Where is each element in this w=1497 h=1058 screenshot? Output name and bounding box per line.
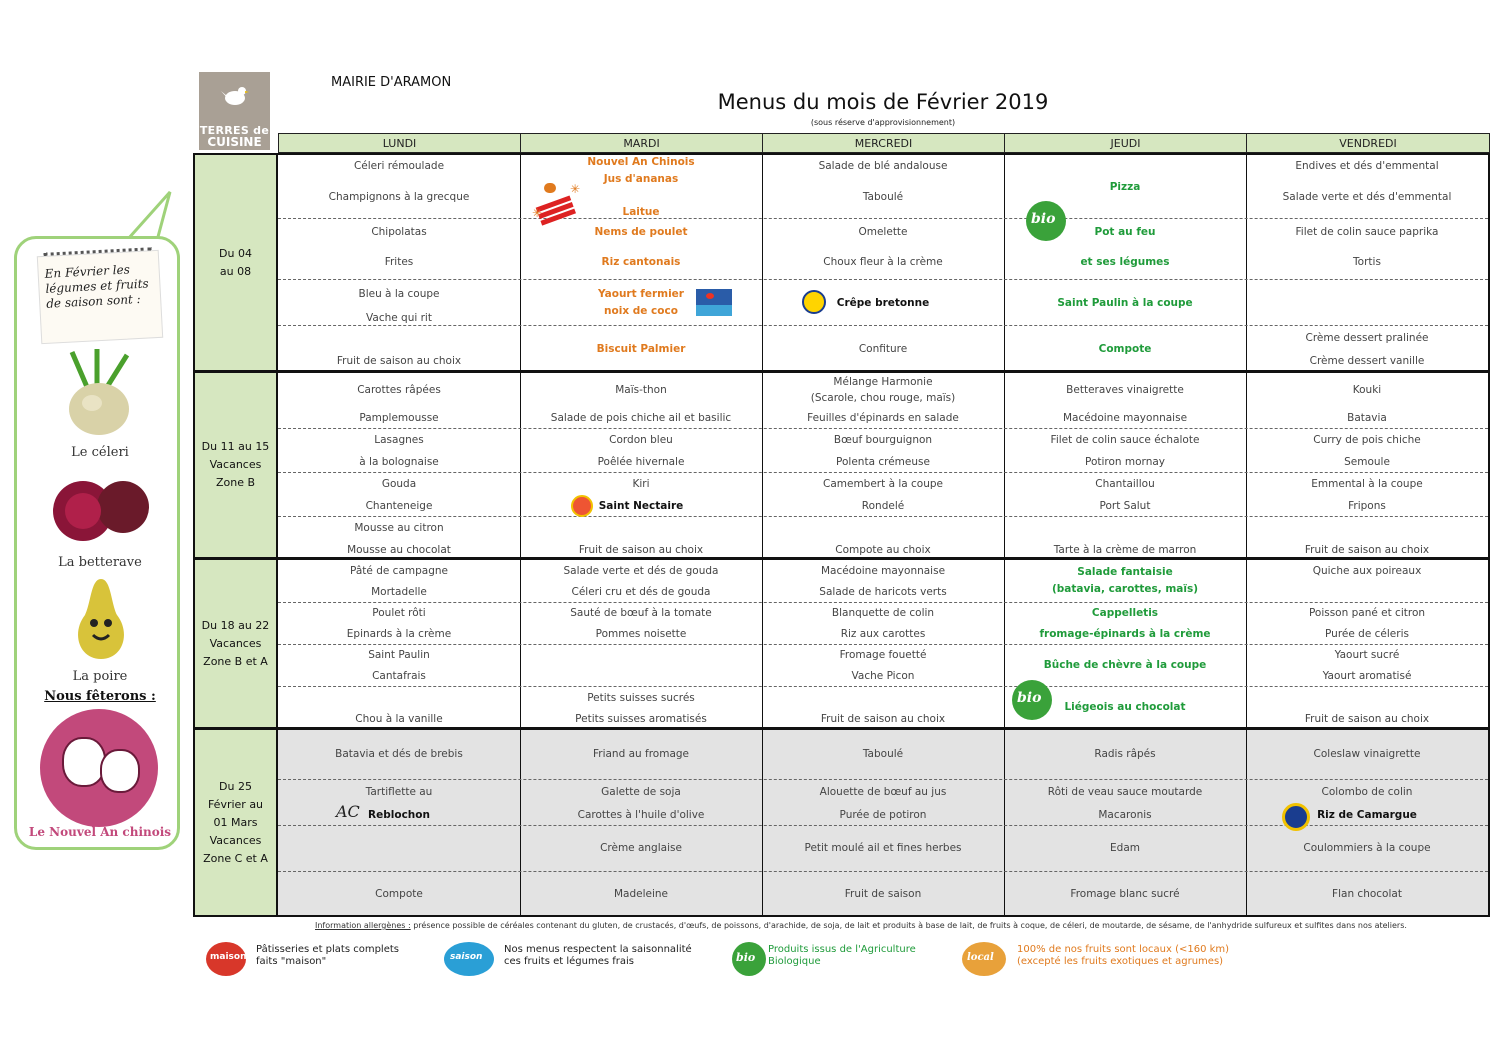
menu-item: Céleri rémoulade bbox=[353, 160, 445, 172]
week-label-1: Du 04 au 08 bbox=[193, 153, 278, 372]
menu-item: Choux fleur à la crème bbox=[823, 256, 943, 268]
menu-item: Pot au feu bbox=[1094, 226, 1156, 238]
menu-item: Mortadelle bbox=[371, 586, 427, 598]
menu-item: Mousse au chocolat bbox=[347, 544, 451, 556]
menu-item: Riz cantonais bbox=[601, 256, 681, 268]
menu-item: Saint Paulin bbox=[368, 649, 430, 661]
menu-item: Fromage blanc sucré bbox=[1070, 888, 1180, 900]
menu-item: Taboulé bbox=[862, 748, 904, 760]
menu-item: Filet de colin sauce paprika bbox=[1295, 226, 1439, 238]
menu-item: Riz aux carottes bbox=[840, 628, 926, 640]
week-2-block bbox=[278, 371, 1490, 559]
menu-item: Frites bbox=[384, 256, 414, 268]
menu-item: Fruit de saison au choix bbox=[578, 544, 704, 556]
menu-item: Nouvel An Chinois bbox=[587, 156, 695, 168]
svg-text:✳: ✳ bbox=[570, 182, 581, 196]
bio-icon: bio bbox=[732, 942, 766, 976]
betterave-label: La betterave bbox=[58, 555, 142, 570]
menu-item: Purée de potiron bbox=[839, 809, 927, 821]
beetroot-icon bbox=[45, 467, 157, 547]
menu-item: Madeleine bbox=[613, 888, 669, 900]
menu-item: Bleu à la coupe bbox=[358, 288, 440, 300]
menu-item: Sauté de bœuf à la tomate bbox=[570, 607, 712, 619]
pear-icon bbox=[61, 573, 141, 663]
day-header-vendredi: VENDREDI bbox=[1246, 133, 1490, 153]
week-1-block bbox=[278, 153, 1490, 372]
calendar-board bbox=[37, 250, 163, 344]
menu-item: Céleri cru et dés de gouda bbox=[571, 586, 711, 598]
menu-item: Maïs-thon bbox=[615, 384, 667, 396]
menu-item: Quiche aux poireaux bbox=[1312, 565, 1422, 577]
menu-item: Pâté de campagne bbox=[350, 565, 448, 577]
menu-item: Compote bbox=[1098, 343, 1152, 355]
day-header-mercredi: MERCREDI bbox=[762, 133, 1005, 153]
menu-item: Fruit de saison bbox=[844, 888, 922, 900]
menu-item: (batavia, carottes, maïs) bbox=[1051, 583, 1199, 595]
menu-item: Kouki bbox=[1352, 384, 1382, 396]
chinese-lantern-icon bbox=[40, 709, 158, 827]
legend-local: 100% de nos fruits sont locaux (<160 km) (excepté les fruits exotiques et agrumes) bbox=[1017, 944, 1230, 967]
menu-item: Pommes noisette bbox=[595, 628, 687, 640]
menu-item: Curry de pois chiche bbox=[1313, 434, 1421, 446]
aoc-icon: AC bbox=[336, 802, 360, 821]
bird-icon bbox=[221, 82, 249, 110]
menu-item: et ses légumes bbox=[1080, 256, 1170, 268]
menu-item: fromage-épinards à la crème bbox=[1039, 628, 1211, 640]
menu-item: Mousse au citron bbox=[354, 522, 444, 534]
board-text: En Février les légumes et fruits de saison sont : bbox=[44, 262, 149, 311]
menu-item: Coleslaw vinaigrette bbox=[1313, 748, 1421, 760]
allergen-note bbox=[315, 921, 1407, 930]
menu-item: Petits suisses sucrés bbox=[587, 692, 695, 704]
menu-item: Polenta crémeuse bbox=[836, 456, 930, 468]
menu-item: Poulet rôti bbox=[372, 607, 426, 619]
menu-item: Salade de blé andalouse bbox=[818, 160, 948, 172]
page-title: Menus du mois de Février 2019 bbox=[717, 90, 1049, 114]
menu-item: Laitue bbox=[622, 206, 660, 218]
menu-item: Galette de soja bbox=[601, 786, 681, 798]
menu-item: Jus d'ananas bbox=[603, 173, 679, 185]
menu-item: Potiron mornay bbox=[1084, 456, 1165, 468]
menu-item: Biscuit Palmier bbox=[596, 343, 686, 355]
allergen-label: Information allergènes : bbox=[315, 921, 411, 930]
menu-item: Crème dessert vanille bbox=[1309, 355, 1425, 367]
menu-item: Compote au choix bbox=[835, 544, 931, 556]
menu-item: Fruit de saison au choix bbox=[1304, 544, 1430, 556]
menu-item: Port Salut bbox=[1099, 500, 1151, 512]
celery-icon bbox=[47, 347, 147, 439]
menu-item: Rondelé bbox=[861, 500, 905, 512]
menu-item: Cappelletis bbox=[1091, 607, 1159, 619]
menu-item: Pamplemousse bbox=[359, 412, 439, 424]
bio-icon: bio bbox=[1012, 680, 1052, 720]
week-label-3: Du 18 au 22 Vacances Zone B et A bbox=[193, 558, 278, 729]
menu-item: Cordon bleu bbox=[609, 434, 673, 446]
menu-item: Bûche de chèvre à la coupe bbox=[1043, 659, 1207, 671]
menu-item: Poisson pané et citron bbox=[1308, 607, 1426, 619]
menu-item: Yaourt aromatisé bbox=[1322, 670, 1412, 682]
menu-item: Crème anglaise bbox=[600, 842, 682, 854]
menu-item: Bœuf bourguignon bbox=[833, 434, 933, 446]
legend-maison: Pâtisseries et plats complets faits "maison" bbox=[256, 944, 399, 967]
feterons-label: Nous fêterons : bbox=[44, 689, 156, 704]
logo-line1: TERRES de bbox=[199, 124, 270, 137]
fermier-label-icon bbox=[696, 289, 732, 316]
menu-item: noix de coco bbox=[604, 305, 678, 317]
menu-item: Fruit de saison au choix bbox=[336, 355, 462, 367]
menu-item: Emmental à la coupe bbox=[1311, 478, 1423, 490]
menu-item: Kiri bbox=[632, 478, 650, 490]
menu-item: Cantafrais bbox=[372, 670, 426, 682]
menu-item: Radis râpés bbox=[1094, 748, 1156, 760]
saison-icon: saison bbox=[444, 942, 494, 976]
allergen-text: présence possible de céréales contenant du gluten, de crustacés, d'œufs, de poissons, d'arachide, de soja, de lait et produits à base de lait, de fruits à coque, de céleri, de moutarde, de sésame, de l'anhydride sulfureux et sulfites dans nos ateliers. bbox=[410, 921, 1407, 930]
menu-item: Yaourt fermier bbox=[598, 288, 684, 300]
menu-item: Champignons à la grecque bbox=[328, 191, 470, 203]
logo-line2: CUISINE bbox=[207, 135, 262, 149]
menu-item: Mélange Harmonie bbox=[833, 376, 933, 388]
menu-item: Gouda bbox=[381, 478, 417, 490]
poire-label: La poire bbox=[72, 669, 128, 684]
legend-bio: Produits issus de l'Agriculture Biologique bbox=[768, 944, 916, 967]
menu-item: Batavia bbox=[1347, 412, 1387, 424]
menu-item: Feuilles d'épinards en salade bbox=[807, 412, 959, 424]
menu-item: Liégeois au chocolat bbox=[1064, 701, 1186, 713]
menu-item: Camembert à la coupe bbox=[822, 478, 944, 490]
menu-item: Flan chocolat bbox=[1332, 888, 1402, 900]
menu-item: Crêpe bretonne bbox=[836, 297, 930, 309]
menu-item: Chipolatas bbox=[371, 226, 427, 238]
maison-icon: maison bbox=[206, 942, 246, 976]
bio-icon: bio bbox=[1026, 201, 1066, 241]
menu-item: Reblochon bbox=[368, 809, 430, 821]
menu-item: Salade verte et dés de gouda bbox=[563, 565, 719, 577]
menu-item: Confiture bbox=[858, 343, 908, 355]
menu-item: Nems de poulet bbox=[594, 226, 688, 238]
menu-item: Macédoine mayonnaise bbox=[820, 565, 946, 577]
page-subtitle: (sous réserve d'approvisionnement) bbox=[810, 118, 956, 127]
menu-item: Salade de pois chiche ail et basilic bbox=[550, 412, 732, 424]
menu-item: Alouette de bœuf au jus bbox=[819, 786, 947, 798]
menu-item: Batavia et dés de brebis bbox=[335, 748, 463, 760]
menu-item: Purée de céleris bbox=[1325, 628, 1409, 640]
menu-item: Macédoine mayonnaise bbox=[1062, 412, 1188, 424]
menu-item: Epinards à la crème bbox=[346, 628, 452, 640]
menu-item: Petit moulé ail et fines herbes bbox=[804, 842, 962, 854]
menu-item: (Scarole, chou rouge, maïs) bbox=[810, 392, 956, 404]
menu-item: Crème dessert pralinée bbox=[1305, 332, 1429, 344]
menu-item: Poêlée hivernale bbox=[597, 456, 685, 468]
menu-item: Tortis bbox=[1353, 256, 1381, 268]
menu-item: Macaronis bbox=[1098, 809, 1152, 821]
menu-item: Rôti de veau sauce moutarde bbox=[1047, 786, 1203, 798]
menu-item: Vache Picon bbox=[851, 670, 915, 682]
day-header-jeudi: JEUDI bbox=[1004, 133, 1247, 153]
menu-item: Filet de colin sauce échalote bbox=[1050, 434, 1200, 446]
menu-item: Saint Paulin à la coupe bbox=[1057, 297, 1193, 309]
mairie-label: MAIRIE D'ARAMON bbox=[331, 75, 452, 90]
menu-item: Riz de Camargue bbox=[1317, 809, 1417, 821]
celeri-label: Le céleri bbox=[71, 445, 129, 460]
week-4-block bbox=[278, 728, 1490, 917]
spiral-icon bbox=[44, 247, 152, 262]
menu-item: Fruit de saison au choix bbox=[1304, 713, 1430, 725]
menu-item: Tarte à la crème de marron bbox=[1053, 544, 1197, 556]
menu-item: Compote bbox=[375, 888, 423, 900]
menu-item: Chantaillou bbox=[1095, 478, 1155, 490]
terres-de-cuisine-logo bbox=[199, 72, 270, 150]
menu-item: Fripons bbox=[1348, 500, 1386, 512]
menu-item: Fruit de saison au choix bbox=[820, 713, 946, 725]
seasonal-sidebar bbox=[14, 236, 180, 850]
menu-item: Salade fantaisie bbox=[1077, 566, 1173, 578]
legend-saison: Nos menus respectent la saisonnalité ces fruits et légumes frais bbox=[504, 944, 692, 967]
day-header-mardi: MARDI bbox=[520, 133, 763, 153]
svg-text:✳: ✳ bbox=[532, 206, 543, 220]
nouvel-an-label: Le Nouvel An chinois bbox=[28, 825, 172, 839]
menu-item: Taboulé bbox=[862, 191, 904, 203]
menu-item: Omelette bbox=[858, 226, 908, 238]
week-3-block bbox=[278, 558, 1490, 729]
menu-item: Pizza bbox=[1109, 181, 1141, 193]
menu-item: Coulommiers à la coupe bbox=[1303, 842, 1431, 854]
menu-item: Fromage fouetté bbox=[839, 649, 927, 661]
menu-item: Friand au fromage bbox=[592, 748, 690, 760]
menu-item: Tartiflette au bbox=[365, 786, 433, 798]
menu-item: Petits suisses aromatisés bbox=[575, 713, 707, 725]
menu-item: Chou à la vanille bbox=[355, 713, 443, 725]
menu-item: Lasagnes bbox=[374, 434, 424, 446]
menu-item: Carottes râpées bbox=[357, 384, 441, 396]
menu-item: Yaourt sucré bbox=[1334, 649, 1400, 661]
menu-item: Carottes à l'huile d'olive bbox=[577, 809, 705, 821]
day-header-lundi: LUNDI bbox=[278, 133, 521, 153]
week-label-2: Du 11 au 15 Vacances Zone B bbox=[193, 371, 278, 559]
local-icon: local bbox=[962, 942, 1006, 976]
week-label-4: Du 25 Février au 01 Mars Vacances Zone C et A bbox=[193, 728, 278, 917]
menu-item: Vache qui rit bbox=[366, 312, 432, 324]
menu-item: Chanteneige bbox=[365, 500, 433, 512]
menu-item: Semoule bbox=[1344, 456, 1390, 468]
menu-item: Edam bbox=[1110, 842, 1140, 854]
menu-item: Endives et dés d'emmental bbox=[1295, 160, 1439, 172]
menu-item: Salade de haricots verts bbox=[819, 586, 947, 598]
menu-item: Colombo de colin bbox=[1321, 786, 1413, 798]
menu-item: à la bolognaise bbox=[359, 456, 439, 468]
menu-item: Saint Nectaire bbox=[598, 500, 684, 512]
menu-item: Blanquette de colin bbox=[831, 607, 935, 619]
menu-item: Betteraves vinaigrette bbox=[1066, 384, 1184, 396]
menu-item: Salade verte et dés d'emmental bbox=[1282, 191, 1452, 203]
